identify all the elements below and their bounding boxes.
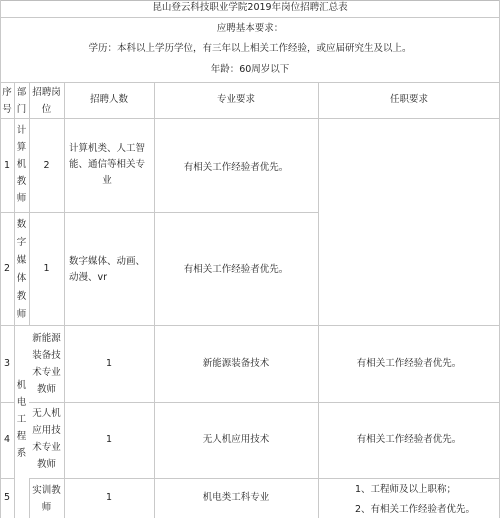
row-5-count: 1 (105, 492, 113, 503)
row-1-seq: 1 (3, 160, 11, 171)
grid-line (29, 478, 500, 479)
row-4-major: 无人机应用技术 (202, 434, 270, 445)
grid-line (64, 82, 65, 518)
row-3-seq: 3 (3, 358, 11, 369)
header-seq: 序 号 (2, 87, 12, 115)
header-duty: 任职要求 (389, 94, 428, 105)
row-5-duty: 1、工程师及以上职称； 2、有相关工作经验者优先。 (355, 484, 476, 515)
row-3-post: 新能源 装备技 术专业 教师 (32, 333, 61, 395)
grid-line (0, 82, 500, 83)
row-3-major: 新能源装备技术 (202, 358, 270, 369)
row-1-dept: 计 算 机 教 师 (16, 125, 27, 204)
grid-line (154, 82, 155, 518)
row-2-major: 有相关工作经验者优先。 (183, 264, 289, 275)
requirements-age: 年龄：60周岁以下 (210, 64, 290, 75)
grid-line (0, 17, 500, 18)
header-post: 招聘岗 位 (32, 87, 61, 115)
grid-line (0, 478, 14, 479)
row-5-seq: 5 (3, 492, 11, 503)
grid-line (0, 118, 500, 119)
grid-line (0, 212, 318, 213)
row-4-duty: 有相关工作经验者优先。 (356, 434, 462, 445)
row-2-count: 数字媒体、动画、 动漫、vr (69, 256, 146, 283)
row-2-dept: 数 字 媒 体 教 师 (16, 219, 27, 320)
row-3-duty: 有相关工作经验者优先。 (356, 358, 462, 369)
row-1-count: 计算机类、人工智 能、通信等相关专 业 (69, 143, 146, 186)
grid-line (0, 402, 14, 403)
table-title: 昆山登云科技职业学院2019年岗位招聘汇总表 (152, 2, 348, 13)
header-count: 招聘人数 (89, 94, 128, 105)
row-5-post: 实训教 师 (32, 485, 61, 513)
row-2-post: 1 (43, 263, 50, 274)
header-major: 专业要求 (216, 94, 255, 105)
row-4-post: 无人机 应用技 术专业 教师 (32, 408, 61, 470)
requirements-education: 学历：本科以上学历学位，有三年以上相关工作经验，或应届研究生及以上。 (88, 43, 412, 54)
grid-line (29, 402, 500, 403)
header-dept: 部 门 (16, 87, 27, 115)
row-4-count: 1 (105, 434, 113, 445)
row-2-seq: 2 (3, 263, 11, 274)
dept-mechatronics: 机 电 工 程 系 (16, 380, 27, 459)
row-4-seq: 4 (3, 434, 11, 445)
row-1-major: 有相关工作经验者优先。 (183, 162, 289, 173)
grid-line (0, 0, 500, 1)
row-3-count: 1 (105, 358, 113, 369)
row-1-post: 2 (43, 160, 50, 171)
requirements-heading: 应聘基本要求： (216, 23, 284, 34)
grid-line (318, 82, 319, 518)
row-5-major: 机电类工科专业 (202, 492, 270, 503)
grid-line (29, 82, 30, 326)
grid-line (0, 325, 500, 326)
